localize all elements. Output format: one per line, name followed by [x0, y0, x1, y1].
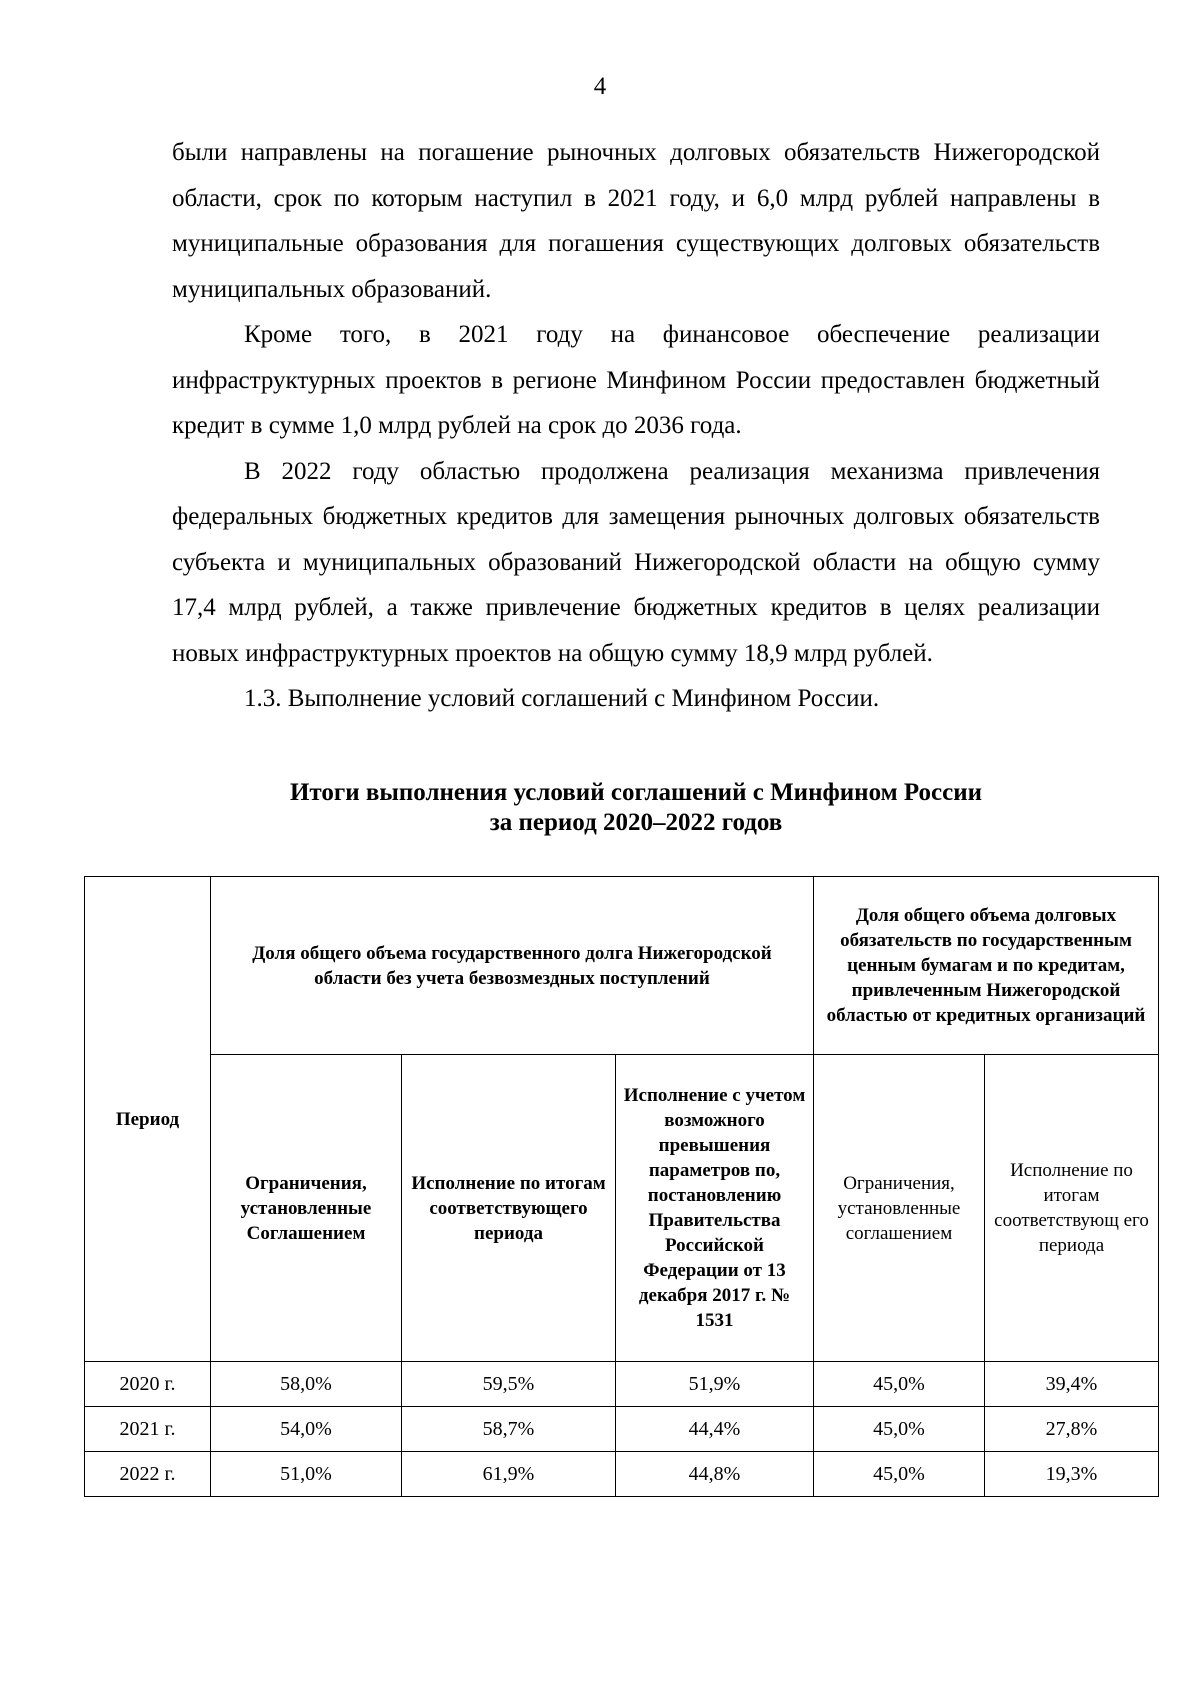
table-title: [172, 778, 1100, 838]
paragraph-2: Кроме того, в 2021 году на финансовое обеспечение реализации инфраструктурных проектов в регионе Минфином России предоставлен бюджетный кредит в сумме 1,0 млрд рублей на срок до 2036 года.: [172, 321, 1100, 439]
section-heading: 1.3. Выполнение условий соглашений с Минфином России.: [244, 685, 880, 712]
table-row: [85, 1362, 1159, 1407]
table-row: [85, 1452, 1159, 1497]
cell-period: 2021 г.: [85, 1407, 211, 1452]
cell-value: 27,8%: [985, 1407, 1159, 1452]
cell-value: 44,8%: [616, 1452, 814, 1497]
cell-value: 45,0%: [814, 1452, 985, 1497]
header-execution-period: Исполнение по итогам соответствующего периода: [402, 1055, 616, 1362]
page-number: 4: [593, 73, 607, 100]
cell-value: 58,7%: [402, 1407, 616, 1452]
table-header-row-2: [85, 1055, 1159, 1362]
header-period: Период: [85, 877, 211, 1362]
header-group-market-debt: Доля общего объема долговых обязательств по государственным ценным бумагам и по кредитам, привлеченным Нижегородской областью от кредитных организаций: [814, 877, 1159, 1055]
header-limits-agreement: Ограничения, установленные Соглашением: [211, 1055, 402, 1362]
table-header-row-1: [85, 877, 1159, 1055]
header-group-state-debt: Доля общего объема государственного долга Нижегородской области без учета безвозмездных поступлений: [211, 877, 814, 1055]
body-text: [172, 130, 1100, 722]
results-table: [84, 876, 1159, 1497]
cell-value: 51,9%: [616, 1362, 814, 1407]
cell-value: 39,4%: [985, 1362, 1159, 1407]
table-row: [85, 1407, 1159, 1452]
cell-value: 19,3%: [985, 1452, 1159, 1497]
header-execution-with-excess: Исполнение с учетом возможного превышения параметров по, постановлению Правительства Российской Федерации от 13 декабря 2017 г. № 1531: [616, 1055, 814, 1362]
cell-value: 59,5%: [402, 1362, 616, 1407]
table-title-line-2: за период 2020–2022 годов: [489, 809, 783, 836]
paragraph-1: были направлены на погашение рыночных долговых обязательств Нижегородской области, срок по которым наступил в 2021 году, и 6,0 млрд рублей направлены в муниципальные образования для погашения существующих долговых обязательств муниципальных образований.: [172, 139, 1100, 303]
header-limits-agreement-2: Ограничения, установленные соглашением: [814, 1055, 985, 1362]
cell-value: 54,0%: [211, 1407, 402, 1452]
cell-period: 2022 г.: [85, 1452, 211, 1497]
cell-value: 61,9%: [402, 1452, 616, 1497]
cell-value: 44,4%: [616, 1407, 814, 1452]
cell-period: 2020 г.: [85, 1362, 211, 1407]
cell-value: 45,0%: [814, 1407, 985, 1452]
table-title-line-1: Итоги выполнения условий соглашений с Минфином России: [289, 779, 983, 806]
cell-value: 45,0%: [814, 1362, 985, 1407]
paragraph-3: В 2022 году областью продолжена реализация механизма привлечения федеральных бюджетных кредитов для замещения рыночных долговых обязательств субъекта и муниципальных образований Нижегородской области на общую сумму 17,4 млрд рублей, а также привлечение бюджетных кредитов в целях реализации новых инфраструктурных проектов на общую сумму 18,9 млрд рублей.: [172, 457, 1100, 667]
header-execution-period-2: Исполнение по итогам соответствующ его периода: [985, 1055, 1159, 1362]
cell-value: 51,0%: [211, 1452, 402, 1497]
cell-value: 58,0%: [211, 1362, 402, 1407]
